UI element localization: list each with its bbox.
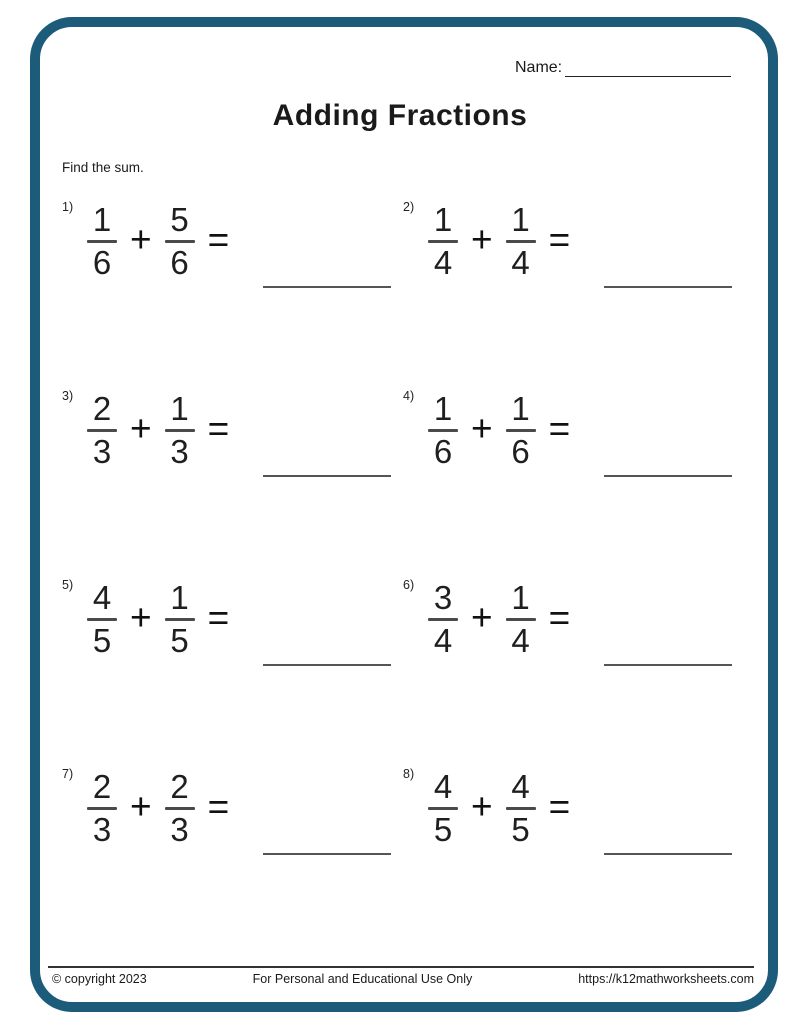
expression (401, 202, 746, 281)
denominator: 4 (511, 622, 530, 659)
plus-operator: + (471, 219, 493, 260)
answer-blank-line[interactable] (604, 853, 732, 855)
problem-number: 7) (62, 767, 74, 781)
numerator: 1 (433, 390, 453, 427)
answer-blank-line[interactable] (263, 853, 391, 855)
denominator: 6 (511, 433, 530, 470)
denominator: 5 (170, 622, 189, 659)
instruction-text: Find the sum. (62, 160, 144, 175)
expression (401, 391, 746, 470)
footer-website-url: https://k12mathworksheets.com (578, 972, 754, 986)
numerator: 1 (170, 579, 189, 616)
expression (60, 391, 401, 470)
denominator: 5 (511, 811, 530, 848)
footer (52, 972, 754, 986)
numerator: 4 (511, 768, 530, 805)
equals-sign: = (548, 408, 571, 449)
denominator: 4 (433, 622, 453, 659)
name-label: Name: (515, 59, 563, 76)
answer-blank-line[interactable] (263, 664, 391, 666)
problem-4 (401, 385, 746, 574)
equals-sign: = (207, 219, 230, 260)
denominator: 6 (92, 244, 112, 281)
expression (60, 202, 401, 281)
numerator: 1 (511, 390, 530, 427)
fraction-2 (505, 769, 537, 848)
fraction-1 (86, 391, 118, 470)
numerator: 1 (92, 201, 112, 238)
fraction-bar (506, 240, 536, 243)
plus-operator: + (130, 408, 152, 449)
denominator: 6 (170, 244, 189, 281)
fraction-2 (164, 202, 196, 281)
plus-operator: + (130, 219, 152, 260)
answer-blank-line[interactable] (604, 286, 732, 288)
fraction-bar (165, 618, 195, 621)
answer-blank-line[interactable] (263, 286, 391, 288)
fraction-bar (506, 807, 536, 810)
plus-operator: + (471, 786, 493, 827)
denominator: 3 (170, 811, 189, 848)
problem-5 (60, 574, 401, 763)
equals-sign: = (548, 597, 571, 638)
denominator: 5 (92, 622, 112, 659)
plus-operator: + (471, 597, 493, 638)
denominator: 3 (170, 433, 189, 470)
answer-blank-line[interactable] (604, 664, 732, 666)
fraction-bar (165, 240, 195, 243)
numerator: 4 (433, 768, 453, 805)
problem-2 (401, 196, 746, 385)
problem-number: 3) (62, 389, 74, 403)
problem-1 (60, 196, 401, 385)
fraction-2 (505, 580, 537, 659)
problem-number: 8) (403, 767, 415, 781)
fraction-bar (165, 429, 195, 432)
footer-divider (48, 966, 754, 968)
name-field-row (515, 59, 731, 77)
fraction-1 (86, 202, 118, 281)
equals-sign: = (207, 408, 230, 449)
fraction-bar (87, 618, 117, 621)
numerator: 3 (433, 579, 453, 616)
fraction-bar (87, 807, 117, 810)
problem-number: 4) (403, 389, 415, 403)
problem-6 (401, 574, 746, 763)
denominator: 3 (92, 433, 112, 470)
fraction-bar (87, 429, 117, 432)
name-blank-line[interactable] (565, 60, 731, 77)
fraction-2 (164, 391, 196, 470)
problem-number: 6) (403, 578, 415, 592)
fraction-1 (427, 391, 459, 470)
fraction-1 (427, 769, 459, 848)
denominator: 3 (92, 811, 112, 848)
equals-sign: = (207, 597, 230, 638)
fraction-2 (505, 202, 537, 281)
expression (401, 580, 746, 659)
numerator: 2 (170, 768, 189, 805)
equals-sign: = (207, 786, 230, 827)
plus-operator: + (471, 408, 493, 449)
denominator: 5 (433, 811, 453, 848)
fraction-1 (86, 580, 118, 659)
problem-3 (60, 385, 401, 574)
fraction-1 (427, 202, 459, 281)
problem-7 (60, 763, 401, 952)
numerator: 1 (511, 201, 530, 238)
numerator: 1 (433, 201, 453, 238)
fraction-bar (428, 429, 458, 432)
plus-operator: + (130, 786, 152, 827)
fraction-1 (86, 769, 118, 848)
page-title: Adding Fractions (272, 99, 528, 132)
fraction-2 (164, 769, 196, 848)
fraction-1 (427, 580, 459, 659)
numerator: 4 (92, 579, 112, 616)
problems-grid (60, 196, 746, 952)
fraction-bar (428, 240, 458, 243)
numerator: 2 (92, 768, 112, 805)
denominator: 4 (433, 244, 453, 281)
fraction-bar (165, 807, 195, 810)
fraction-2 (505, 391, 537, 470)
fraction-2 (164, 580, 196, 659)
fraction-bar (428, 618, 458, 621)
expression (401, 769, 746, 848)
numerator: 1 (511, 579, 530, 616)
equals-sign: = (548, 786, 571, 827)
footer-copyright: © copyright 2023 (52, 972, 147, 986)
equals-sign: = (548, 219, 571, 260)
answer-blank-line[interactable] (263, 475, 391, 477)
problem-number: 5) (62, 578, 74, 592)
numerator: 2 (92, 390, 112, 427)
fraction-bar (506, 429, 536, 432)
plus-operator: + (130, 597, 152, 638)
problem-8 (401, 763, 746, 952)
fraction-bar (87, 240, 117, 243)
answer-blank-line[interactable] (604, 475, 732, 477)
footer-usage-note: For Personal and Educational Use Only (252, 972, 473, 986)
expression (60, 580, 401, 659)
fraction-bar (428, 807, 458, 810)
numerator: 5 (170, 201, 189, 238)
fraction-bar (506, 618, 536, 621)
expression (60, 769, 401, 848)
numerator: 1 (170, 390, 189, 427)
problem-number: 2) (403, 200, 415, 214)
denominator: 4 (511, 244, 530, 281)
problem-number: 1) (62, 200, 74, 214)
denominator: 6 (433, 433, 453, 470)
